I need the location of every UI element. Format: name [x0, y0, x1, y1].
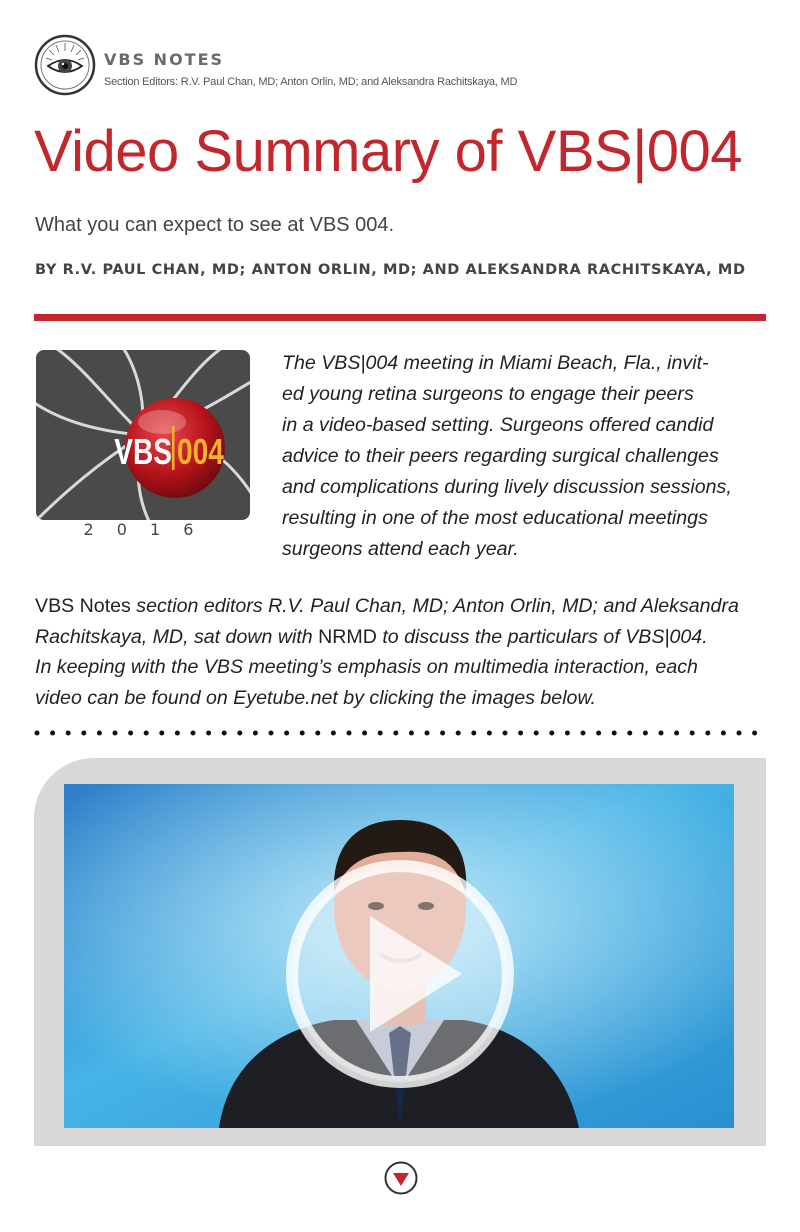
- notes-paragraph: [35, 591, 785, 713]
- section-editors: Section Editors: R.V. Paul Chan, MD; Anton Orlin, MD; and Aleksandra Rachitskaya, MD: [104, 76, 518, 88]
- page-title: Video Summary of VBS|004: [34, 119, 743, 184]
- section-name: VBS NOTES: [104, 50, 225, 69]
- eye-logo-icon: [34, 34, 96, 96]
- notes-line: [35, 591, 785, 622]
- intro-line: in a video-based setting. Surgeons offered candid: [282, 414, 714, 436]
- notes-text: to discuss the particulars of VBS|004.: [376, 625, 708, 648]
- subtitle: What you can expect to see at VBS 004.: [35, 214, 395, 236]
- play-icon[interactable]: [282, 856, 518, 1092]
- vbs-logo-separator: [172, 426, 175, 470]
- notes-publication: NRMD: [318, 625, 377, 648]
- dotted-divider: [34, 728, 766, 738]
- byline: BY R.V. PAUL CHAN, MD; ANTON ORLIN, MD; AND ALEKSANDRA RACHITSKAYA, MD: [35, 262, 746, 278]
- notes-text: Rachitskaya, MD, sat down with: [35, 625, 319, 648]
- down-arrow-icon[interactable]: [383, 1160, 419, 1196]
- vbs-logo-left-text: VBS: [114, 431, 172, 472]
- vbs-logo-year: 2 0 1 6: [83, 520, 203, 539]
- intro-line: surgeons attend each year.: [282, 538, 519, 560]
- notes-text: VBS Notes: [35, 595, 131, 617]
- notes-line: In keeping with the VBS meeting’s emphasis on multimedia interaction, each: [35, 656, 698, 678]
- intro-line: ed young retina surgeons to engage their peers: [282, 383, 694, 405]
- title-divider: [34, 314, 766, 321]
- notes-line: video can be found on Eyetube.net by clicking the images below.: [35, 686, 596, 709]
- intro-line: and complications during lively discussion sessions,: [282, 476, 732, 498]
- notes-line: [35, 622, 785, 653]
- intro-line: advice to their peers regarding surgical challenges: [282, 445, 719, 467]
- notes-text: section editors R.V. Paul Chan, MD; Anton Orlin, MD; and Aleksandra: [130, 595, 739, 617]
- intro-line: resulting in one of the most educational meetings: [282, 507, 708, 529]
- vbs-004-logo: [36, 350, 250, 520]
- vbs-logo-right-text: 004: [177, 431, 224, 472]
- intro-paragraph: [282, 348, 782, 565]
- intro-line: The VBS|004 meeting in Miami Beach, Fla., invit-: [282, 352, 709, 374]
